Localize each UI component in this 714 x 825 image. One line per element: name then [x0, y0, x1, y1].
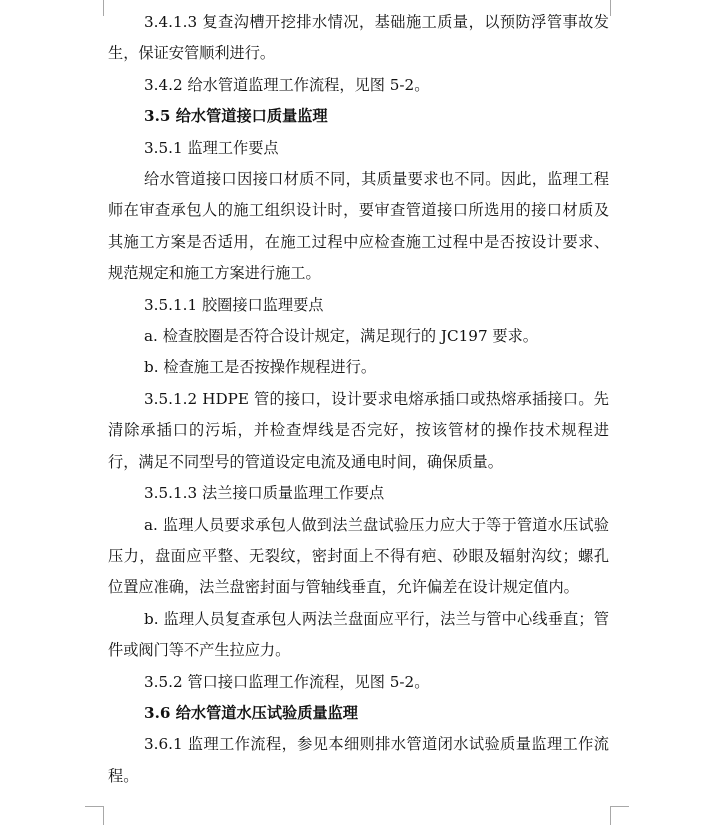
paragraph-3-5-1-body: 给水管道接口因接口材质不同，其质量要求也不同。因此，监理工程师在审查承包人的施工组织设计时，要审查管道接口所选用的接口材质及其施工方案是否适用，在施工过程中应检查施工过程中是否按设计要求、规范规定和施工方案进行施工。 — [108, 170, 609, 283]
paragraph-3-6-1: 3.6.1 监理工作流程，参见本细则排水管道闭水试验质量监理工作流程。 — [108, 735, 609, 785]
paragraph-3-5-2: 3.5.2 管口接口监理工作流程，见图 5-2。 — [144, 672, 430, 691]
bottom-right-crop-mark — [610, 806, 629, 825]
document-body — [108, 7, 609, 792]
paragraph-3-5-1-3: 3.5.1.3 法兰接口质量监理工作要点 — [144, 484, 385, 503]
paragraph-3-5-1-2: 3.5.1.2 HDPE 管的接口，设计要求电熔承插口或热熔承插接口。先清除承插口的污垢，并检查焊线是否完好，按该管材的操作技术规程进行，满足不同型号的管道设定电流及通电时间，确保质量。 — [108, 389, 609, 471]
paragraph-3-5-1-1-a: a. 检查胶圈是否符合设计规定，满足现行的 JC197 要求。 — [144, 327, 538, 346]
top-left-crop-mark — [85, 0, 104, 16]
paragraph-3-5-1-3-a: a. 监理人员要求承包人做到法兰盘试验压力应大于等于管道水压试验压力，盘面应平整、无裂纹，密封面上不得有疤、砂眼及辐射沟纹；螺孔位置应准确，法兰盘密封面与管轴线垂直，允许偏差在设计规定值内。 — [108, 515, 609, 597]
paragraph-3-5-1: 3.5.1 监理工作要点 — [144, 138, 279, 157]
paragraph-3-5-1-1: 3.5.1.1 胶圈接口监理要点 — [144, 295, 324, 314]
paragraph-3-5-1-1-b: b. 检查施工是否按操作规程进行。 — [144, 358, 377, 377]
bottom-left-crop-mark — [85, 806, 104, 825]
top-right-crop-mark — [610, 0, 629, 16]
paragraph-3-4-2: 3.4.2 给水管道监理工作流程，见图 5-2。 — [144, 75, 430, 94]
paragraph-3-4-1-3: 3.4.1.3 复查沟槽开挖排水情况，基础施工质量，以预防浮管事故发生，保证安管顺利进行。 — [108, 13, 609, 63]
section-heading-3-5: 3.5 给水管道接口质量监理 — [144, 107, 328, 126]
paragraph-3-5-1-3-b: b. 监理人员复查承包人两法兰盘面应平行，法兰与管中心线垂直；管件或阀门等不产生拉应力。 — [108, 609, 609, 660]
section-heading-3-6: 3.6 给水管道水压试验质量监理 — [144, 703, 358, 722]
